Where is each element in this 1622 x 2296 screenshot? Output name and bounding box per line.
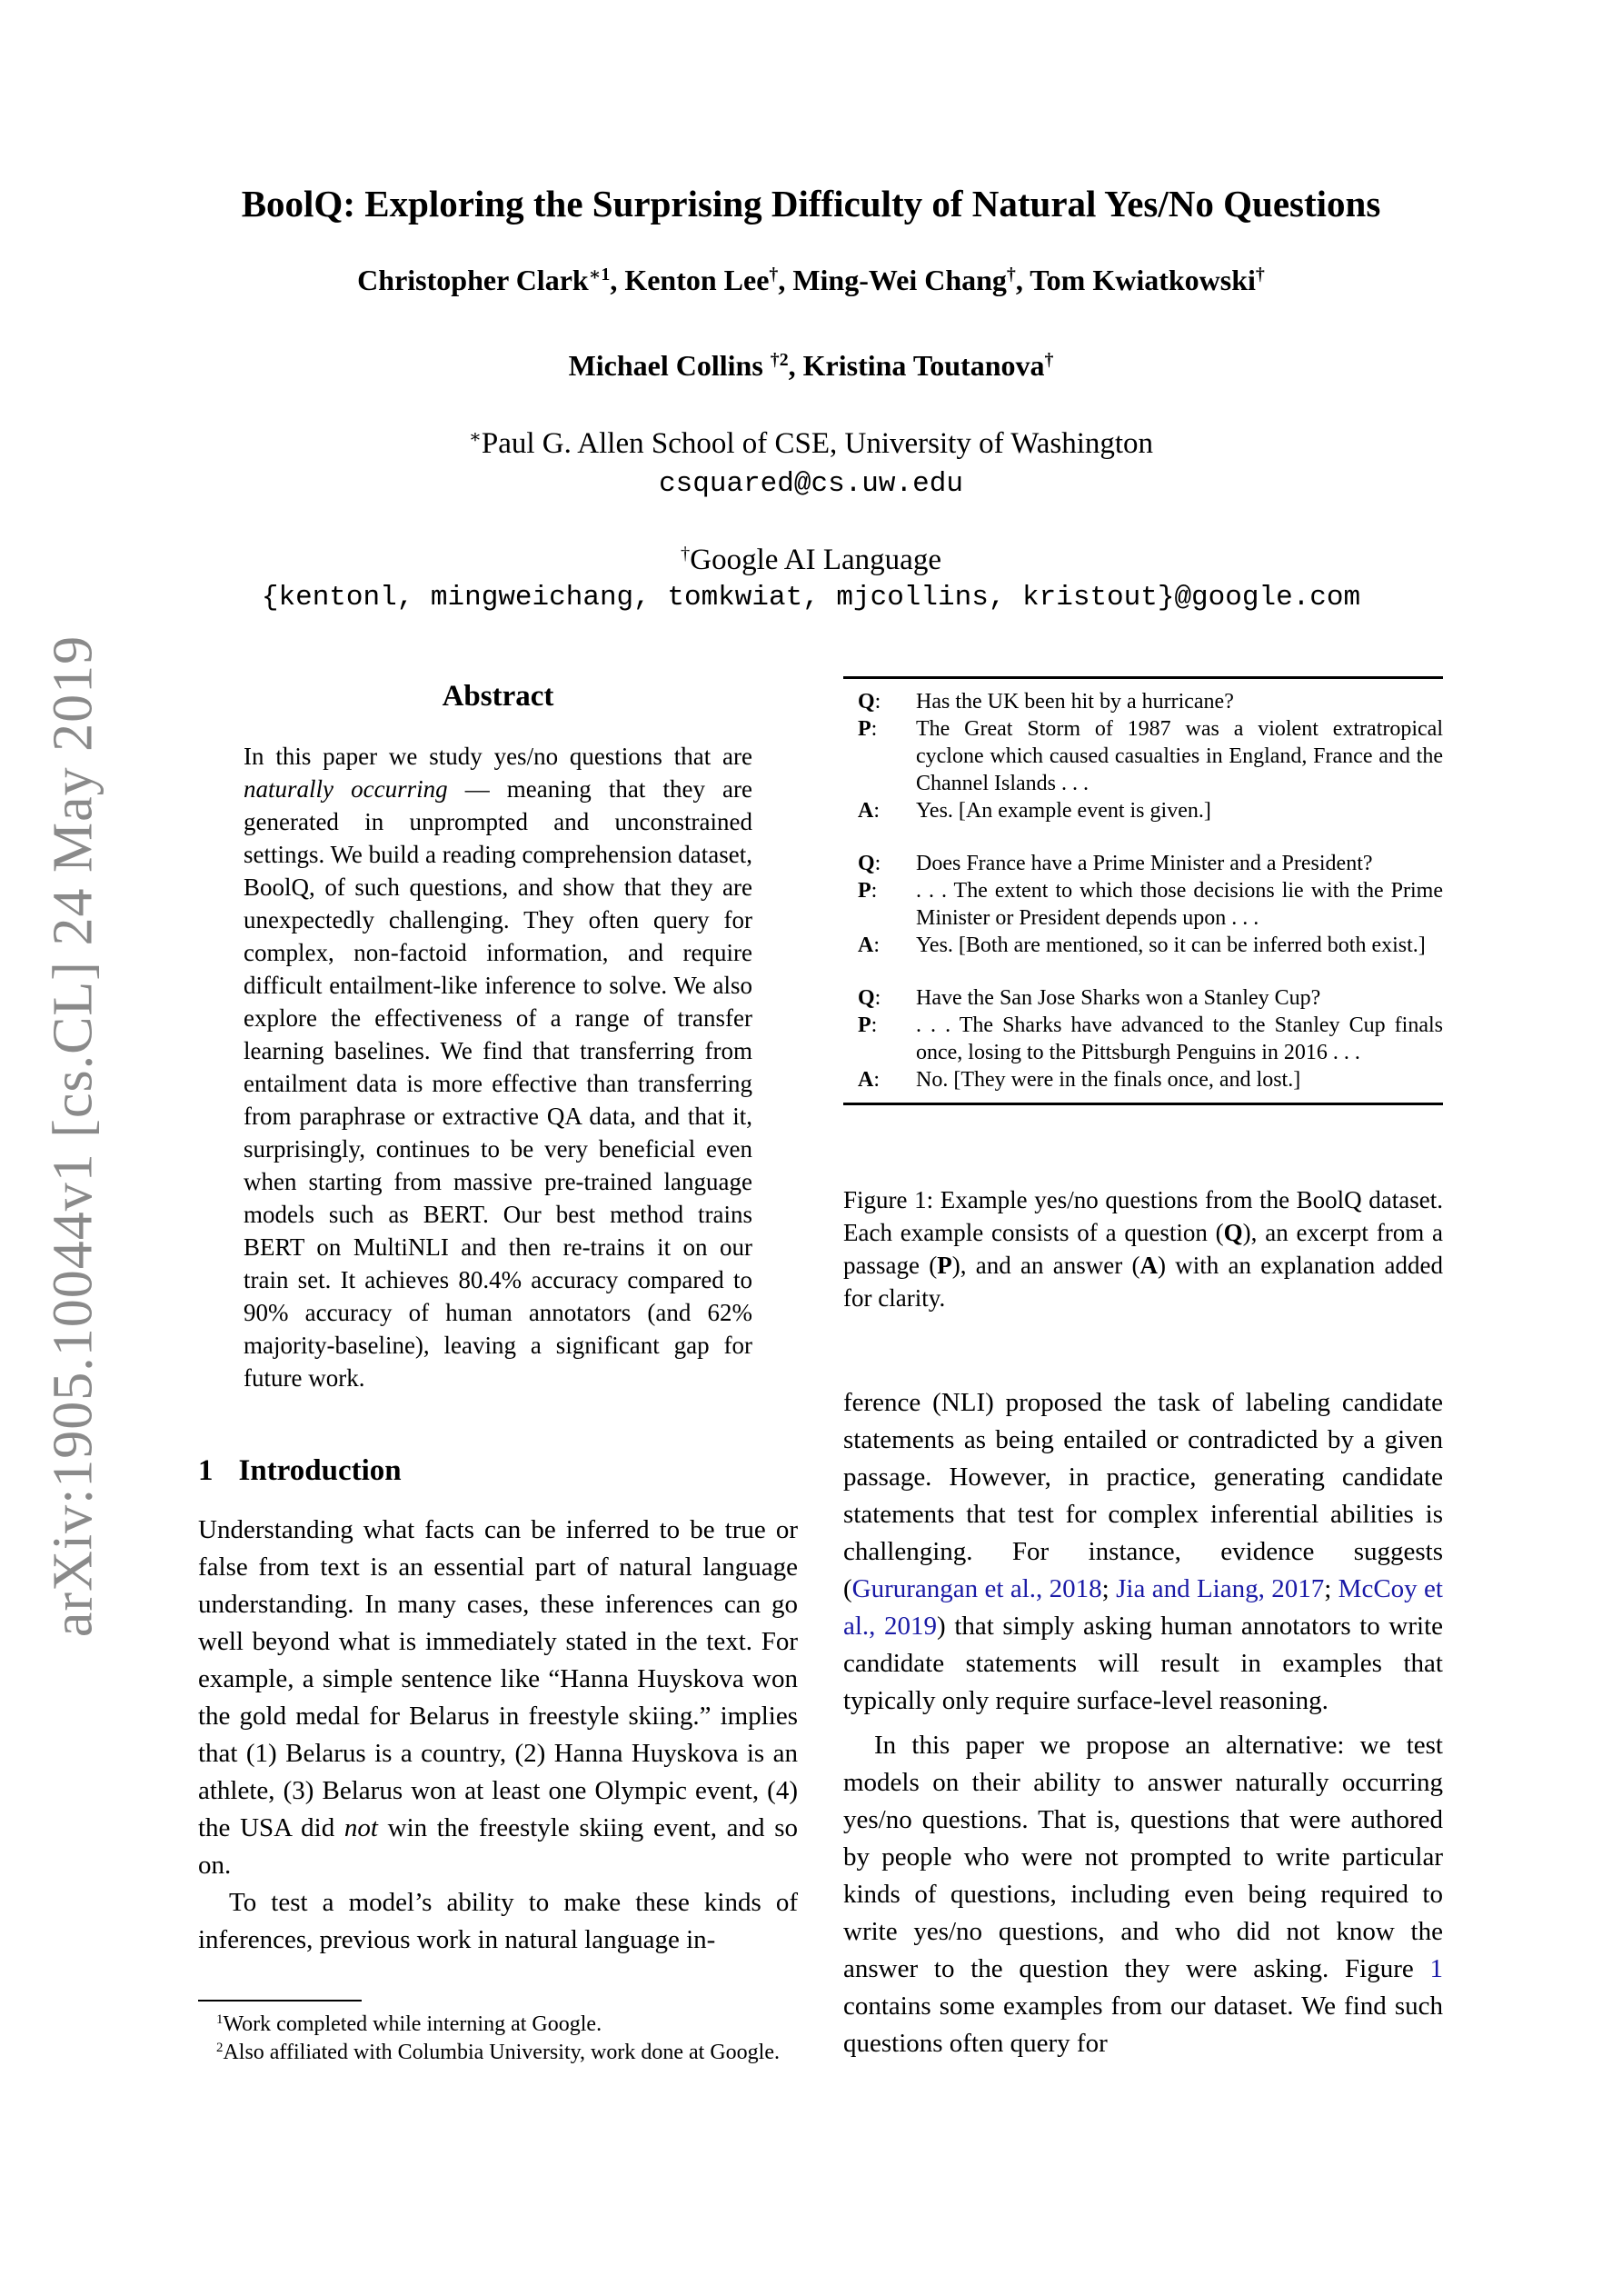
paragraph — [843, 1384, 1443, 1720]
affiliation-uw — [0, 427, 1622, 461]
label-letter: A — [858, 1068, 874, 1092]
footnote — [198, 2039, 798, 2067]
paragraph: To test a model’s ability to make these kinds of inferences, previous work in natural language in- — [198, 1888, 798, 1954]
paragraph-text: In this paper we propose an alternative: we test models on their ability to answer naturally occurring yes/no questions. That is, questions that were authored by people who were not prompted to write particular kinds of questions, including even being required to write yes/no questions, and who did not know the answer to the question they were asking. Figure — [843, 1731, 1443, 1983]
author-name: Tom Kwiatkowski — [1030, 264, 1256, 296]
row-label: P: — [858, 1013, 878, 1037]
question-row — [843, 850, 1443, 877]
paragraph-text: ference (NLI) proposed the task of labeling candidate statements as being entailed or contradicted by a given passage. However, in practice, generating candidate statements that test for complex inferential abilities is challenging. For instance, evidence suggests ( — [843, 1388, 1443, 1603]
row-label: Q: — [858, 852, 881, 875]
footnote-mark: 2 — [216, 2040, 224, 2055]
emphasis: not — [343, 1813, 378, 1842]
section-title: Introduction — [238, 1454, 402, 1487]
abstract-text-part: In this paper we study yes/no questions that are — [244, 743, 752, 770]
footnote-mark: 1 — [216, 2011, 224, 2027]
footnote-text: Work completed while interning at Google. — [223, 2012, 602, 2036]
author-mark: †2 — [770, 350, 789, 371]
row-label: A: — [858, 933, 881, 957]
passage-text: . . . The extent to which those decisions lie with the Prime Minister or President depends upon . . . — [916, 879, 1443, 930]
passage-row — [843, 877, 1443, 932]
example-block — [843, 688, 1443, 824]
affiliation-google — [0, 544, 1622, 577]
question-row — [843, 984, 1443, 1012]
arxiv-identifier: arXiv:1905.10044v1 [cs.CL] 24 May 2019 — [42, 634, 104, 1638]
author-name: Michael Collins — [568, 349, 763, 382]
answer-row — [843, 932, 1443, 959]
passage-row — [843, 715, 1443, 797]
section-heading-introduction — [198, 1454, 402, 1488]
paragraph-text: win the freestyle skiing event, and so on. — [198, 1813, 798, 1880]
figure-1-examples — [843, 676, 1443, 1105]
author-name: Kenton Lee — [624, 264, 770, 296]
label-letter: A — [858, 799, 874, 823]
row-label: P: — [858, 717, 878, 741]
abstract-text — [244, 740, 752, 1394]
paragraph — [198, 1512, 798, 1884]
question-text: Have the San Jose Sharks won a Stanley Cup? — [916, 986, 1321, 1010]
affiliation-name: Paul G. Allen School of CSE, University of Washington — [481, 427, 1154, 460]
passage-text: . . . The Sharks have advanced to the Stanley Cup finals once, losing to the Pittsburgh Penguins in 2016 . . . — [916, 1013, 1443, 1064]
passage-text: The Great Storm of 1987 was a violent extratropical cyclone which caused casualties in England, France and the Channel Islands . . . — [916, 717, 1443, 795]
caption-bold: P — [937, 1252, 952, 1279]
abstract-heading: Abstract — [442, 680, 554, 713]
footnotes — [198, 2011, 798, 2067]
author-mark: † — [1006, 265, 1016, 285]
row-label: P: — [858, 879, 878, 903]
citation-link[interactable]: McCoy et al., 2019 — [843, 1574, 1443, 1641]
author-mark: † — [1044, 350, 1054, 371]
answer-row — [843, 1066, 1443, 1093]
footnote-text: Also affiliated with Columbia University, work done at Google. — [223, 2041, 780, 2064]
affiliation-mark: † — [681, 543, 691, 564]
caption-bold: A — [1139, 1252, 1158, 1279]
answer-text: Yes. [Both are mentioned, so it can be inferred both exist.] — [916, 933, 1426, 957]
row-label: Q: — [858, 986, 881, 1010]
caption-text: ), and an answer ( — [951, 1252, 1140, 1279]
answer-text: Yes. [An example event is given.] — [916, 799, 1211, 823]
author-mark: † — [1255, 265, 1265, 285]
label-letter: P — [858, 717, 871, 741]
citation-separator: ; — [1324, 1574, 1338, 1603]
email-google: {kentonl, mingweichang, tomkwiat, mjcollins, kristout}@google.com — [261, 582, 1361, 614]
arxiv-sidebar — [36, 636, 111, 1636]
label-letter: P — [858, 879, 871, 903]
abstract-emphasis: naturally occurring — [244, 775, 448, 803]
example-block — [843, 984, 1443, 1093]
author-mark: ∗1 — [588, 265, 611, 285]
answer-row — [843, 797, 1443, 824]
label-letter: Q — [858, 852, 875, 875]
citation-link[interactable]: Gururangan et al., 2018 — [851, 1574, 1102, 1603]
paragraph-text: Understanding what facts can be inferred to be true or false from text is an essential part of natural language understanding. In many cases, these inferences can go well beyond what is immediately stated in the text. For example, a simple sentence like “Hanna Huyskova won the gold medal for Belarus in freestyle skiing.” implies that (1) Belarus is a country, (2) Hanna Huyskova is an athlete, (3) Belarus won at least one Olympic event, (4) the USA did — [198, 1515, 798, 1842]
passage-row — [843, 1012, 1443, 1066]
right-column-body — [843, 1384, 1443, 2062]
footnote — [198, 2011, 798, 2039]
affiliation-name: Google AI Language — [690, 544, 941, 576]
author-line-1: Christopher Clark$^{∗1}$, Kenton Lee†, Ming-Wei Chang†, Tom Kwiatkowski† — [357, 264, 1265, 296]
author-name: Ming-Wei Chang — [792, 264, 1007, 296]
row-label: Q: — [858, 690, 881, 714]
question-text: Has the UK been hit by a hurricane? — [916, 690, 1234, 714]
caption-text: Figure 1: Example yes/no questions from the BoolQ dataset. Each example consists of a question ( — [843, 1186, 1443, 1246]
paragraph-text: contains some examples from our dataset. We find such questions often query for — [843, 1992, 1443, 2058]
affiliation-mark: ∗ — [468, 426, 482, 447]
email-uw: csquared@cs.uw.edu — [659, 468, 963, 500]
caption-bold: Q — [1223, 1219, 1243, 1246]
author-name: Christopher Clark — [357, 264, 589, 296]
paragraph — [843, 1727, 1443, 2062]
answer-text: No. [They were in the finals once, and lost.] — [916, 1068, 1301, 1092]
citation-separator: ; — [1101, 1574, 1117, 1603]
footnote-rule — [198, 2000, 362, 2002]
caption-text: ) with an explanation added for clarity. — [843, 1252, 1443, 1312]
figure-reference-link[interactable]: 1 — [1429, 1954, 1443, 1983]
citation-link[interactable]: Jia and Liang, 2017 — [1116, 1574, 1325, 1603]
author-line-2: Michael Collins $^{\dagger 2}$, Kristina Toutanova† — [568, 349, 1054, 382]
introduction-body — [198, 1512, 798, 1959]
author-name: Kristina Toutanova — [802, 349, 1045, 382]
section-number: 1 — [198, 1454, 214, 1487]
label-letter: Q — [858, 690, 875, 714]
caption-text: ), an excerpt from a passage ( — [843, 1219, 1443, 1279]
question-row — [843, 688, 1443, 715]
paper-title: BoolQ: Exploring the Surprising Difficulty of Natural Yes/No Questions — [241, 183, 1381, 225]
paragraph-text: ) that simply asking human annotators to write candidate statements will result in examples that typically only require surface-level reasoning. — [843, 1612, 1443, 1715]
example-block — [843, 850, 1443, 959]
question-text: Does France have a Prime Minister and a President? — [916, 852, 1373, 875]
abstract-text-part: — meaning that they are generated in unprompted and unconstrained settings. We build a reading comprehension dataset, BoolQ, of such questions, and show that they are unexpectedly challenging. They often query for complex, non-factoid information, and require difficult entailment-like inference to solve. We also explore the effectiveness of a range of transfer learning baselines. We find that transferring from entailment data is more effective than transferring from paraphrase or extractive QA data, and that it, surprisingly, continues to be very beneficial even when starting from massive pre-trained language models such as BERT. Our best method trains BERT on MultiNLI and then re-trains it on our train set. It achieves 80.4% accuracy compared to 90% accuracy of human annotators (and 62% majority-baseline), leaving a significant gap for future work. — [244, 775, 753, 1392]
figure-1-caption — [843, 1183, 1443, 1314]
row-label: A: — [858, 1068, 881, 1092]
row-label: A: — [858, 799, 881, 823]
label-letter: A — [858, 933, 874, 957]
label-letter: P — [858, 1013, 871, 1037]
label-letter: Q — [858, 986, 875, 1010]
author-mark: † — [769, 265, 779, 285]
